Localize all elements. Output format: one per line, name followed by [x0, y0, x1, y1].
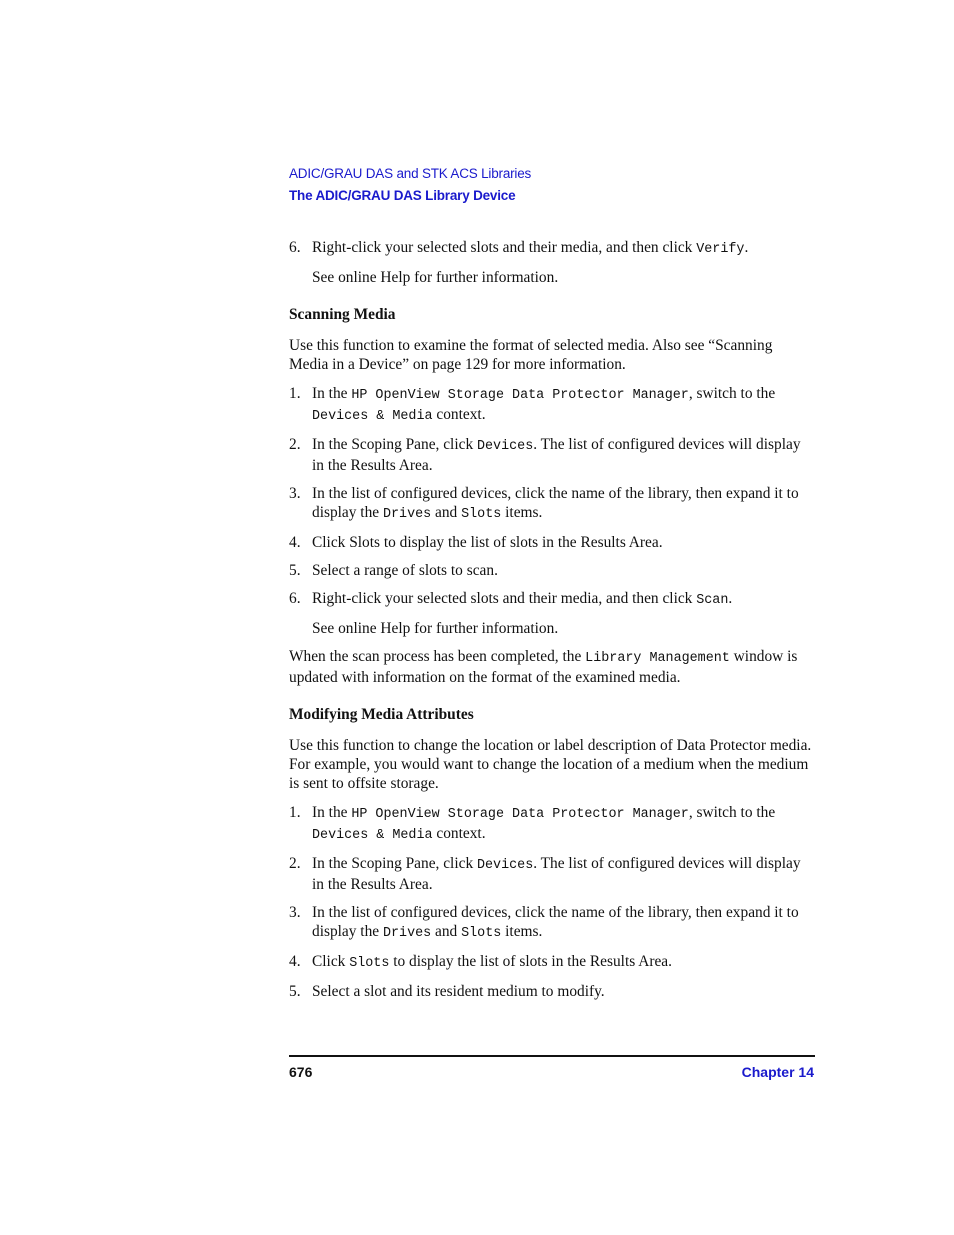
section-intro: Use this function to examine the format of selected media. Also see “Scanning Media in a Device” on page 129 for more information. [289, 337, 773, 373]
list-item: 3. In the list of configured devices, click the name of the library, then expand it to display the Drives and Slots items. [289, 485, 799, 522]
body-content [289, 238, 815, 1010]
list-item: 1. In the HP OpenView Storage Data Protector Manager, switch to the Devices & Media context. [289, 804, 776, 843]
list-item: 5. Select a slot and its resident medium to modify. [289, 983, 605, 1000]
list-item: 2. In the Scoping Pane, click Devices. The list of configured devices will display in the Results Area. [289, 436, 801, 474]
list-item: 2. In the Scoping Pane, click Devices. The list of configured devices will display in the Results Area. [289, 855, 801, 893]
list-item [289, 238, 815, 259]
footer-chapter: Chapter 14 [741, 1064, 814, 1080]
section-heading-modifying: Modifying Media Attributes [289, 706, 474, 723]
page-number: 676 [289, 1064, 313, 1080]
running-header-section: The ADIC/GRAU DAS Library Device [289, 188, 516, 203]
list-item: 3. In the list of configured devices, click the name of the library, then expand it to display the Drives and Slots items. [289, 904, 799, 941]
list-item: 4. Click Slots to display the list of slots in the Results Area. [289, 534, 663, 551]
step-number: 6. [289, 239, 301, 256]
list-item: 4. Click Slots to display the list of slots in the Results Area. [289, 953, 672, 971]
section-heading-scanning: Scanning Media [289, 306, 396, 323]
running-header-chapter: ADIC/GRAU DAS and STK ACS Libraries [289, 166, 532, 181]
section-closing: When the scan process has been completed, the Library Management window is updated with information on the format of the examined media. [289, 648, 798, 686]
footer-divider [289, 1055, 815, 1057]
list-item: 5. Select a range of slots to scan. [289, 562, 498, 579]
step-note: See online Help for further information. [312, 620, 559, 637]
section-intro: Use this function to change the location or label description of Data Protector media. For example, you would want to change the location of a medium when the medium is sent to offsite storage. [289, 737, 812, 792]
list-item: 6. Right-click your selected slots and their media, and then click Scan. [289, 590, 733, 608]
step-note: See online Help for further information. [312, 269, 559, 286]
step-text: Right-click your selected slots and their media, and then click Verify. [312, 239, 749, 257]
list-item: 1. In the HP OpenView Storage Data Protector Manager, switch to the Devices & Media context. [289, 385, 776, 424]
